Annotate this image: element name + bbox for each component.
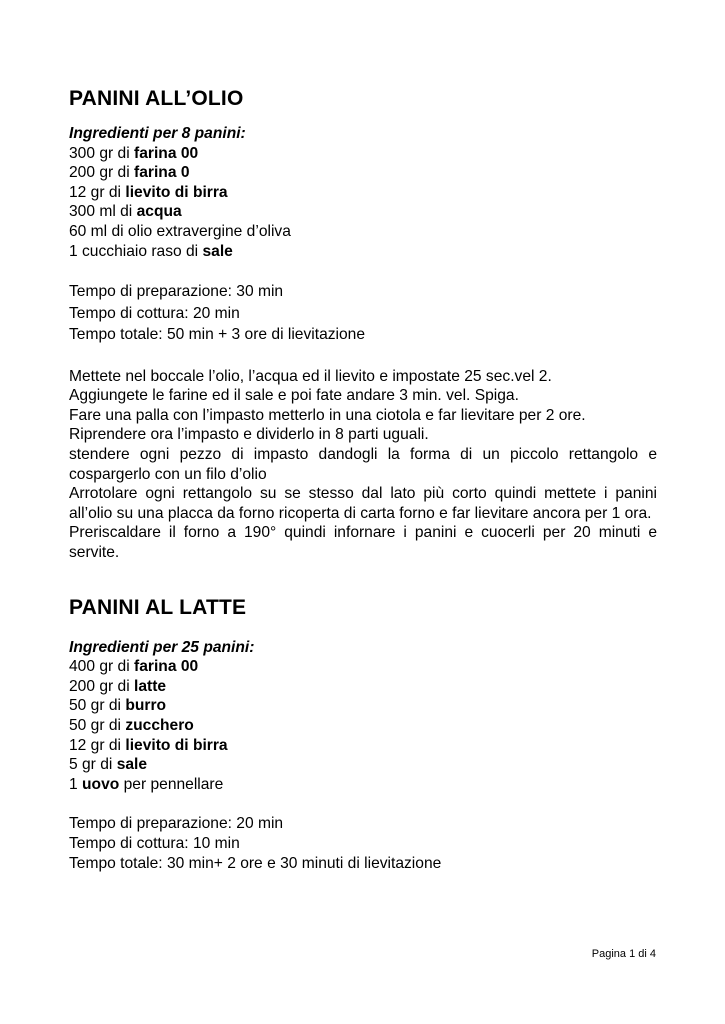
ingredient-item xyxy=(69,144,657,164)
ingredient-qty: 200 gr di xyxy=(69,164,135,182)
ingredient-name: lievito di birra xyxy=(125,736,228,754)
ingredient-name: uovo xyxy=(82,775,120,793)
ingredients-heading: Ingredienti per 25 panini: xyxy=(69,638,255,656)
method-step: Fare una palla con l’impasto metterlo in una ciotola e far lievitare per 2 ore. xyxy=(69,406,586,424)
ingredient-item xyxy=(69,657,657,677)
ingredient-qty: 300 ml di xyxy=(69,203,137,221)
recipe-panini-all-olio xyxy=(69,84,657,563)
ingredient-qty: 5 gr di xyxy=(69,756,117,774)
prep-time: Tempo di preparazione: 30 min xyxy=(69,283,284,301)
ingredient-qty: 200 gr di xyxy=(69,677,135,695)
method-step: Mettete nel boccale l’olio, l’acqua ed il lievito e impostate 25 sec.vel 2. xyxy=(69,367,552,385)
ingredient-name: latte xyxy=(134,677,167,695)
ingredient-name: zucchero xyxy=(125,716,194,734)
recipe-times xyxy=(69,281,657,346)
recipe-title: PANINI ALL’OLIO xyxy=(69,87,244,110)
ingredient-item xyxy=(69,716,657,736)
method-step: Riprendere ora l’impasto e dividerlo in 8 parti uguali. xyxy=(69,426,429,444)
method-step: stendere ogni pezzo di impasto dandogli la forma di un piccolo rettangolo e cospargerlo con un filo d’olio xyxy=(69,446,657,483)
ingredient-name: acqua xyxy=(136,203,182,221)
total-time: Tempo totale: 50 min + 3 ore di lievitazione xyxy=(69,326,366,344)
ingredient-qty: 12 gr di xyxy=(69,183,126,201)
ingredient-name: burro xyxy=(125,697,167,715)
ingredient-qty: 1 cucchiaio raso di xyxy=(69,242,203,260)
method-step: Aggiungete le farine ed il sale e poi fate andare 3 min. vel. Spiga. xyxy=(69,387,519,405)
recipe-method xyxy=(69,367,657,563)
total-time: Tempo totale: 30 min+ 2 ore e 30 minuti di lievitazione xyxy=(69,854,442,872)
recipe-title: PANINI AL LATTE xyxy=(69,595,247,619)
ingredient-item xyxy=(69,696,657,716)
ingredient-item xyxy=(69,222,657,242)
ingredient-qty: 1 xyxy=(69,775,83,793)
ingredient-item xyxy=(69,755,657,775)
ingredient-item xyxy=(69,242,657,262)
page-content xyxy=(69,84,657,873)
ingredient-item xyxy=(69,775,657,795)
cook-time: Tempo di cottura: 10 min xyxy=(69,834,240,852)
ingredient-name: sale xyxy=(116,756,148,774)
ingredient-name: lievito di birra xyxy=(125,183,228,201)
ingredient-item xyxy=(69,183,657,203)
ingredient-qty: 60 ml di olio extravergine d’oliva xyxy=(69,222,291,240)
ingredient-name: farina 00 xyxy=(134,658,199,676)
ingredient-item xyxy=(69,202,657,222)
ingredient-qty: 300 gr di xyxy=(69,144,135,162)
ingredient-name: farina 00 xyxy=(134,144,199,162)
ingredient-note: per pennellare xyxy=(119,775,224,793)
recipe-panini-al-latte xyxy=(69,593,657,874)
prep-time: Tempo di preparazione: 20 min xyxy=(69,815,284,833)
cook-time: Tempo di cottura: 20 min xyxy=(69,304,240,322)
ingredient-qty: 400 gr di xyxy=(69,658,135,676)
method-step: Preriscaldare il forno a 190° quindi infornare i panini e cuocerli per 20 minuti e servite. xyxy=(69,524,657,561)
ingredient-item xyxy=(69,736,657,756)
ingredient-qty: 50 gr di xyxy=(69,716,126,734)
ingredients-list xyxy=(69,144,657,262)
ingredient-qty: 50 gr di xyxy=(69,697,126,715)
method-step: Arrotolare ogni rettangolo su se stesso dal lato più corto quindi mettete i panini all’olio su una placca da forno ricoperta di carta forno e far lievitare ancora per 1 ora. xyxy=(69,485,657,522)
ingredient-item xyxy=(69,163,657,183)
ingredients-list xyxy=(69,657,657,794)
ingredient-name: sale xyxy=(202,242,233,260)
page-number: Pagina 1 di 4 xyxy=(591,948,656,960)
ingredient-name: farina 0 xyxy=(134,164,190,182)
ingredient-item xyxy=(69,677,657,697)
recipe-times xyxy=(69,814,657,873)
ingredients-heading: Ingredienti per 8 panini: xyxy=(69,125,246,142)
ingredient-qty: 12 gr di xyxy=(69,736,126,754)
